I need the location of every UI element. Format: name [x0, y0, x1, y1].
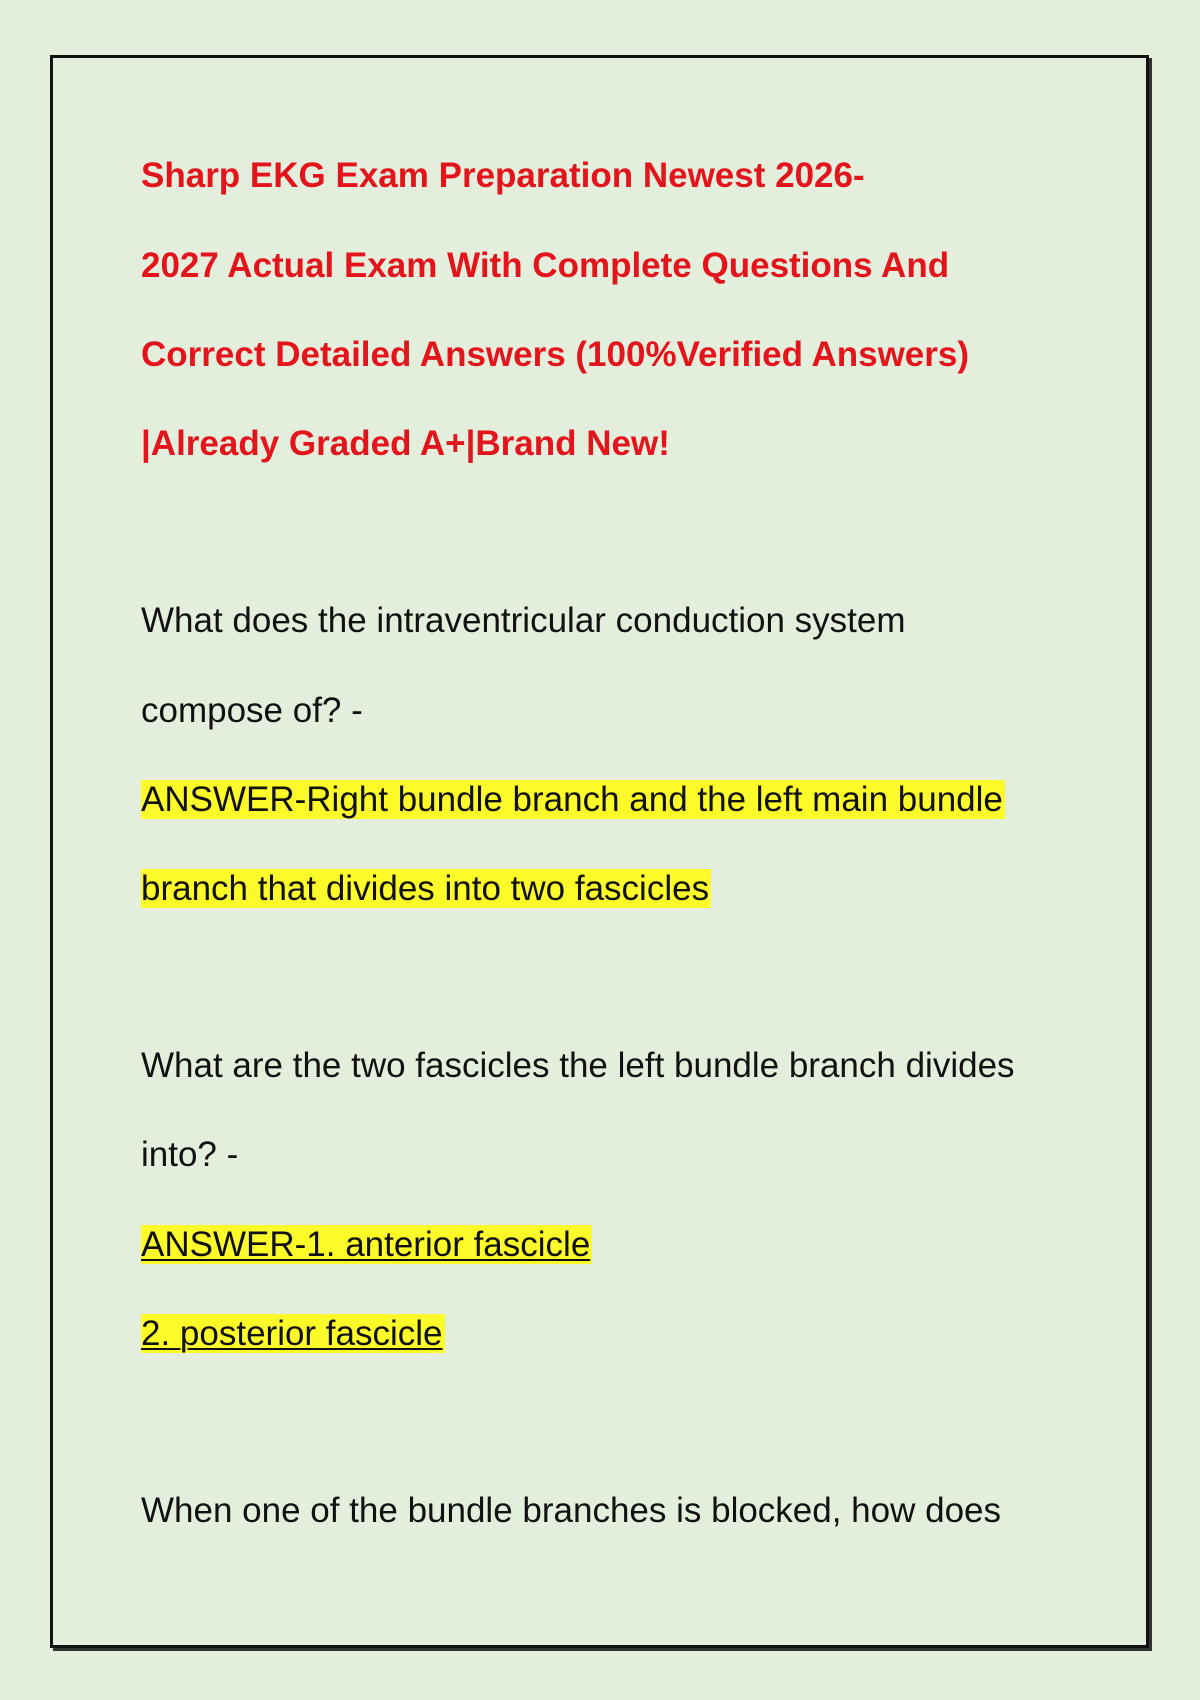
answer-2-line-2: [141, 1312, 445, 1356]
answer-highlight: ANSWER-1. anterior fascicle: [141, 1225, 591, 1264]
question-3-line-1: When one of the bundle branches is blocked, how does: [141, 1491, 1002, 1530]
document-title-line-2: 2027 Actual Exam With Complete Questions And: [141, 246, 950, 285]
question-1-line-1: What does the intraventricular conduction system: [141, 601, 906, 640]
answer-highlight: ANSWER-Right bundle branch and the left main bundle: [141, 780, 1003, 819]
question-2-line-2: into? -: [141, 1135, 239, 1174]
question-1-line-2: compose of? -: [141, 691, 363, 730]
answer-2-line-1: [141, 1223, 592, 1267]
answer-highlight: 2. posterior fascicle: [141, 1314, 443, 1353]
answer-highlight: branch that divides into two fascicles: [141, 869, 710, 908]
answer-1-line-1: [141, 778, 1005, 822]
document-title-line-1: Sharp EKG Exam Preparation Newest 2026-: [141, 156, 865, 195]
document-title-line-3: Correct Detailed Answers (100%Verified Answers): [141, 335, 970, 374]
page-frame: [50, 55, 1149, 1648]
answer-1-line-2: [141, 867, 711, 911]
document-title-line-4: |Already Graded A+|Brand New!: [141, 424, 670, 463]
question-2-line-1: What are the two fascicles the left bundle branch divides: [141, 1046, 1015, 1085]
